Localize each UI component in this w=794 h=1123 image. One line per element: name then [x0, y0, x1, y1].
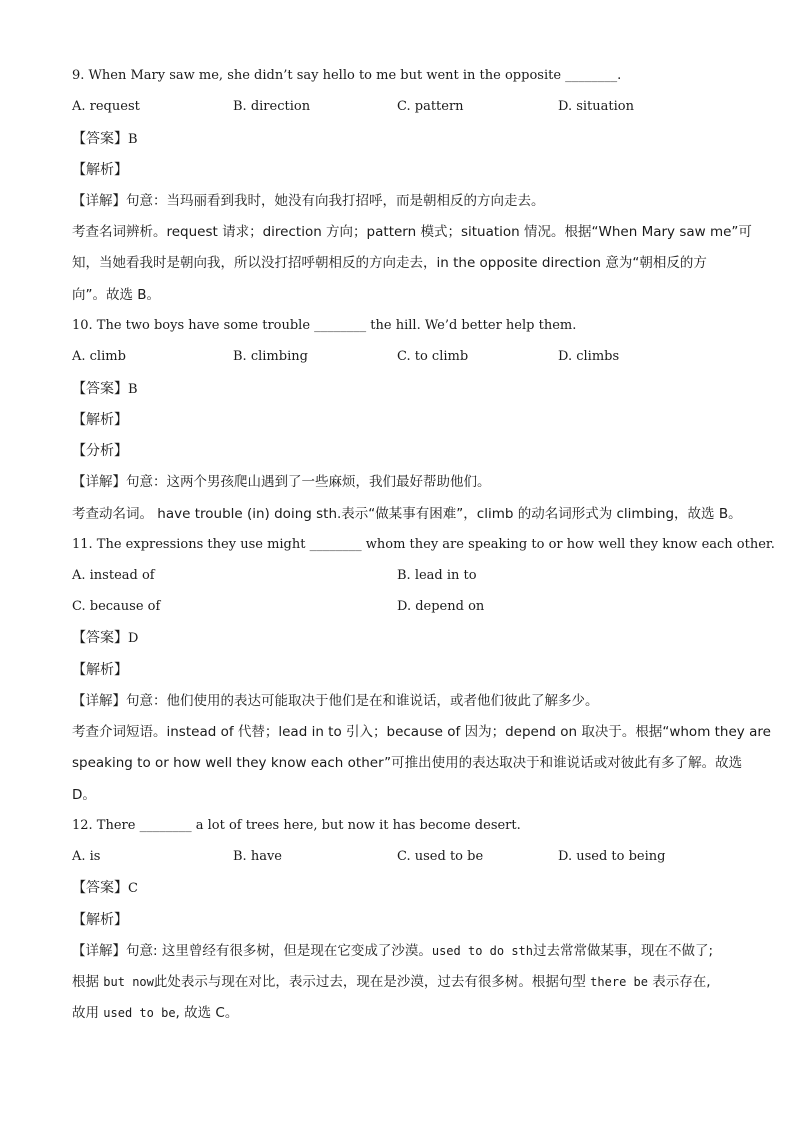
option-a: A. climb [72, 349, 126, 364]
detail-text-2: 过去常常做某事，现在不做了; [533, 943, 714, 959]
question-12-stem: 12. There ________ a lot of trees here, but now it has become desert. [72, 818, 521, 833]
option-d: D. climbs [558, 349, 620, 364]
exp-text-1: 根据 [72, 974, 104, 990]
question-12-options [72, 848, 732, 866]
question-12-explanation-1 [72, 973, 711, 991]
question-11-answer [72, 629, 138, 648]
question-10-stem: 10. The two boys have some trouble ________ the hill. We’d better help them. [72, 318, 577, 333]
question-10-answer [72, 380, 138, 399]
question-9-detail [72, 192, 545, 210]
question-10-detail [72, 473, 491, 491]
question-11-stem: 11. The expressions they use might ________ whom they are speaking to or how well they know each other. [72, 537, 775, 552]
option-d: D. used to being [558, 849, 666, 864]
detail-tag: 【详解】 [72, 693, 126, 709]
option-c: C. to climb [397, 349, 469, 364]
exp-text-3: 表示存在, [647, 974, 711, 990]
answer-value: B [128, 132, 138, 147]
question-12-answer [72, 879, 138, 898]
question-11-explanation-1: 考查介词短语。instead of 代替；lead in to 引入；because of 因为；depend on 取决于。根据“whom they are [72, 724, 771, 740]
detail-tag: 【详解】 [72, 943, 126, 959]
option-a: A. is [72, 849, 101, 864]
answer-value: C [128, 881, 138, 896]
option-b: B. have [233, 849, 282, 864]
question-11-explanation-3: D。 [72, 787, 96, 803]
question-10-explanation-1: 考查动名词。 have trouble (in) doing sth.表示“做某事有困难”，climb 的动名词形式为 climbing，故选 B。 [72, 506, 742, 522]
detail-text: 句意：当玛丽看到我时，她没有向我打招呼，而是朝相反的方向走去。 [126, 193, 545, 209]
question-11-detail [72, 692, 599, 710]
question-10-analysis-tag: 【解析】 [72, 412, 128, 428]
exp-text-2: 此处表示与现在对比，表示过去，现在是沙漠，过去有很多树。根据句型 [153, 974, 591, 990]
question-11-options-row-1 [72, 567, 732, 585]
detail-tag: 【详解】 [72, 474, 126, 490]
option-c: C. pattern [397, 99, 464, 114]
exp-code-3: used to be [103, 1006, 176, 1020]
question-9-analysis-tag: 【解析】 [72, 162, 128, 178]
option-a: A. request [72, 99, 140, 114]
option-c: C. used to be [397, 849, 484, 864]
answer-value: B [128, 382, 138, 397]
question-10-options [72, 348, 732, 366]
question-9-explanation-2: 知，当她看我时是朝向我，所以没打招呼朝相反的方向走去，in the opposite direction 意为“朝相反的方 [72, 255, 707, 271]
option-b: B. climbing [233, 349, 308, 364]
option-b: B. direction [233, 99, 311, 114]
detail-text: 句意：他们使用的表达可能取决于他们是在和谁说话，或者他们彼此了解多少。 [126, 693, 599, 709]
question-12-explanation-2 [72, 1004, 238, 1022]
option-a: A. instead of [72, 568, 155, 583]
detail-code-1: used to do sth [431, 944, 533, 958]
option-d: D. depend on [397, 599, 485, 614]
exp-code-1: but now [103, 975, 154, 989]
detail-text-1: 句意: 这里曾经有很多树，但是现在它变成了沙漠。 [126, 943, 432, 959]
option-c: C. because of [72, 599, 161, 614]
question-9-stem: 9. When Mary saw me, she didn’t say hello to me but went in the opposite ________. [72, 68, 622, 83]
answer-tag: 【答案】 [72, 630, 128, 646]
question-11-analysis-tag: 【解析】 [72, 662, 128, 678]
detail-text: 句意：这两个男孩爬山遇到了一些麻烦，我们最好帮助他们。 [126, 474, 491, 490]
option-d: D. situation [558, 99, 634, 114]
question-9-explanation-3: 向”。故选 B。 [72, 287, 161, 303]
question-9-answer [72, 130, 138, 149]
question-11-options-row-2 [72, 598, 732, 616]
answer-tag: 【答案】 [72, 381, 128, 397]
option-b: B. lead in to [397, 568, 477, 583]
exp-text-4: 故用 [72, 1005, 104, 1021]
question-12-analysis-tag: 【解析】 [72, 912, 128, 928]
question-12-detail [72, 942, 713, 960]
detail-tag: 【详解】 [72, 193, 126, 209]
question-10-fenxi-tag: 【分析】 [72, 443, 128, 459]
answer-tag: 【答案】 [72, 131, 128, 147]
question-11-explanation-2: speaking to or how well they know each other”可推出使用的表达取决于和谁说话或对彼此有多了解。故选 [72, 755, 743, 771]
exp-text-5: , 故选 C。 [175, 1005, 239, 1021]
exp-code-2: there be [590, 975, 648, 989]
question-9-options [72, 98, 732, 116]
answer-value: D [128, 631, 139, 646]
answer-tag: 【答案】 [72, 880, 128, 896]
question-9-explanation-1: 考查名词辨析。request 请求；direction 方向；pattern 模式；situation 情况。根据“When Mary saw me”可 [72, 224, 752, 240]
